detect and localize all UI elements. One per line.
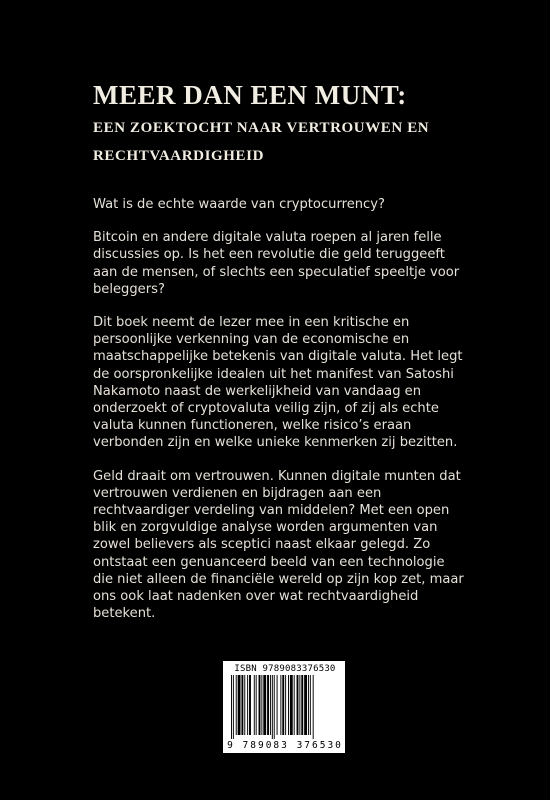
book-subtitle: EEN ZOEKTOCHT NAAR VERTROUWEN EN RECHTVAARDIGHEID xyxy=(93,120,430,164)
title-block xyxy=(93,80,513,170)
blurb-paragraph-2: Bitcoin en andere digitale valuta roepen al jaren felle discussies op. Is het een revolutie die geld teruggeeft aan de mensen, of slechts een speculatief speeltje voor beleggers? xyxy=(93,230,460,297)
blurb-paragraph-4: Geld draait om vertrouwen. Kunnen digitale munten dat vertrouwen verdienen en bijdragen aan een rechtvaardiger verdeling van middelen? Met een open blik en zorgvuldige analyse worden argumenten van zowel believers als sceptici naast elkaar gelegd. Zo ontstaat een genuanceerd beeld van een technologie die niet alleen de financiële wereld op zijn kop zet, maar ons ook laat nadenken over wat rechtvaardigheid betekent. xyxy=(93,468,464,622)
blurb-paragraph-1: Wat is de echte waarde van cryptocurrency? xyxy=(93,197,385,212)
blurb xyxy=(93,196,465,638)
book-title: MEER DAN EEN MUNT: xyxy=(93,80,407,110)
blurb-paragraph-3: Dit boek neemt de lezer mee in een kritische en persoonlijke verkenning van de economische en maatschappelijke betekenis van digitale valuta. Het legt de oorspronkelijke idealen uit het manifest van Satoshi Nakamoto naast de werkelijkheid van vandaag en onderzoekt of cryptovaluta veilig zijn, of zij als echte valuta kunnen functioneren, welke risico’s eraan verbonden zijn en welke unieke kenmerken zij bezitten. xyxy=(93,315,463,451)
isbn-label: ISBN 9789083376530 xyxy=(234,664,336,674)
isbn-barcode xyxy=(223,661,345,753)
barcode-digits: 9 789083 376530 xyxy=(227,740,343,751)
barcode-bars-icon xyxy=(231,675,339,739)
